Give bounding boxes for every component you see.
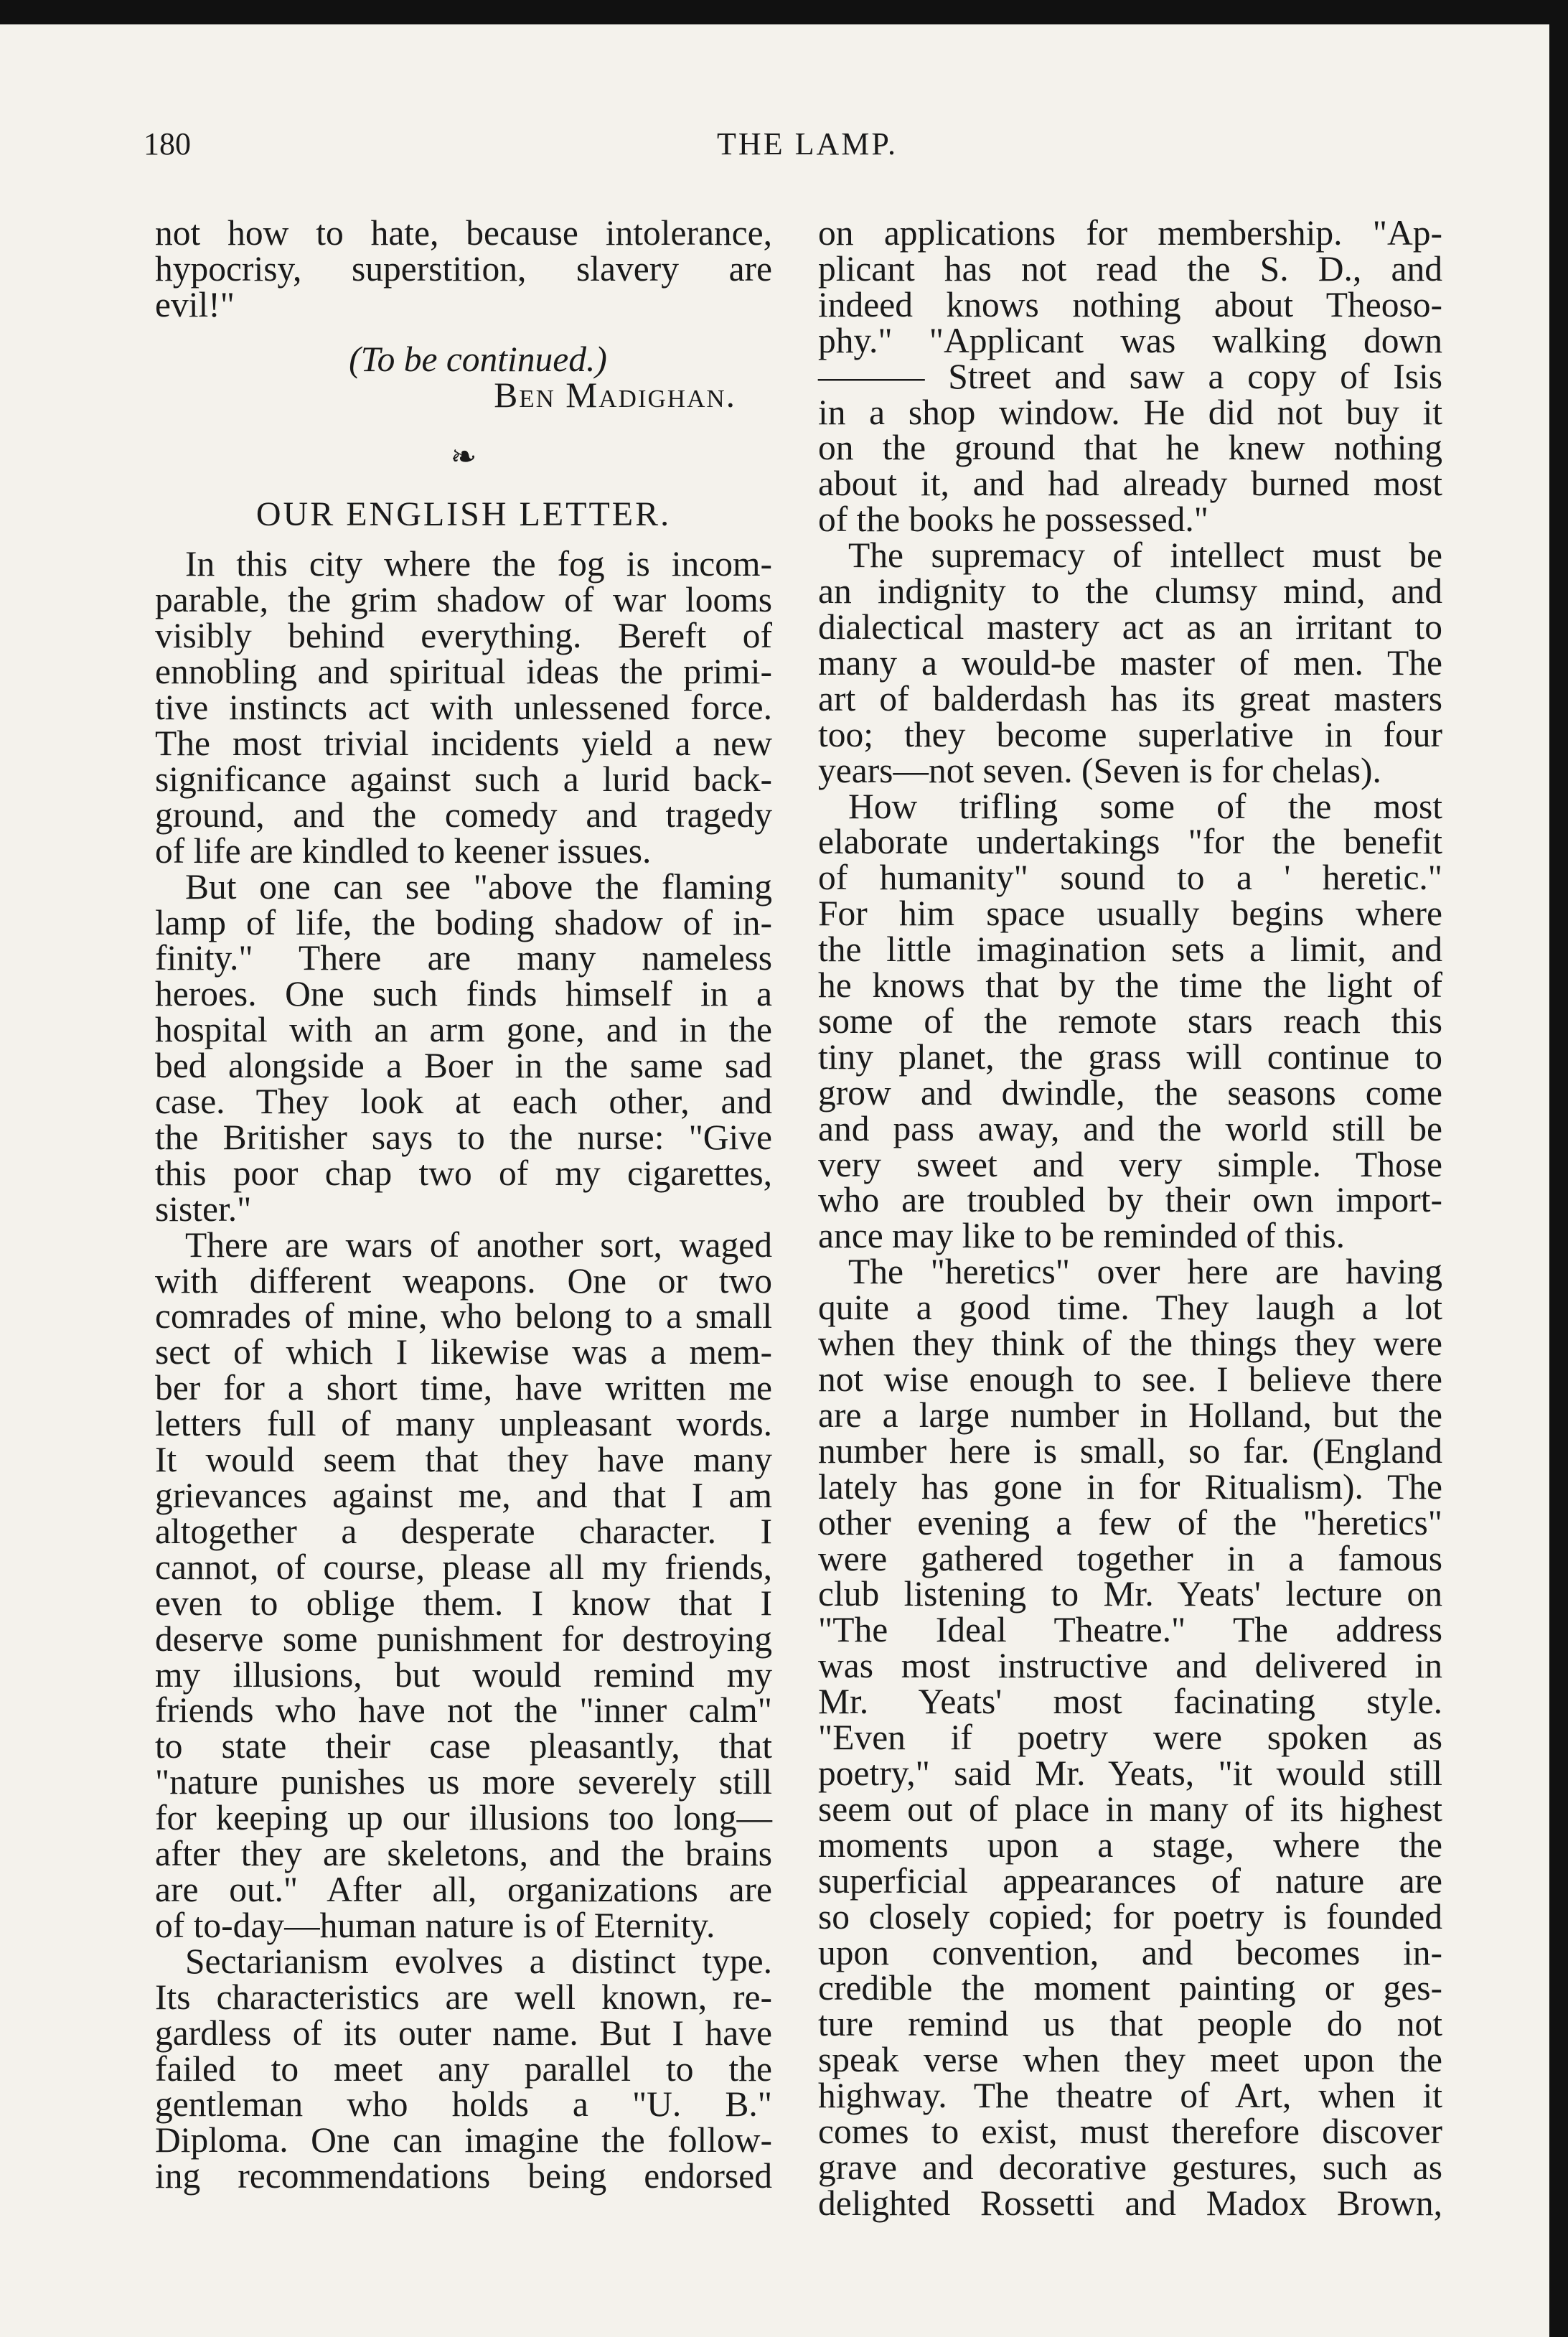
text-line: plicant has not read the S. D., and bbox=[818, 248, 1442, 289]
text-line: poetry," said Mr. Yeats, "it would still bbox=[818, 1753, 1442, 1793]
text-line: ture remind us that people do not bbox=[818, 2004, 1442, 2044]
text-line: grow and dwindle, the seasons come bbox=[818, 1072, 1442, 1113]
text-line: grave and decorative gestures, such as bbox=[818, 2147, 1442, 2187]
text-line: years—not seven. (Seven is for chelas). bbox=[818, 750, 1381, 790]
text-line: altogether a desperate character. I bbox=[155, 1511, 772, 1551]
text-line: The most trivial incidents yield a new bbox=[155, 723, 772, 763]
text-line: an indignity to the clumsy mind, and bbox=[818, 571, 1442, 612]
text-line: highway. The theatre of Art, when it bbox=[818, 2076, 1442, 2116]
text-line: gentleman who holds a "U. B." bbox=[155, 2084, 772, 2125]
text-line: when they think of the things they were bbox=[818, 1324, 1442, 1364]
text-line: In this city where the fog is incom- bbox=[185, 544, 772, 584]
text-line: and pass away, and the world still be bbox=[818, 1108, 1442, 1148]
text-line: even to oblige them. I know that I bbox=[155, 1583, 772, 1623]
running-title: THE LAMP. bbox=[717, 126, 898, 161]
text-line: so closely copied; for poetry is founded bbox=[818, 1896, 1442, 1936]
text-line: on the ground that he knew nothing bbox=[818, 428, 1442, 468]
text-line: lately has gone in for Ritualism). The bbox=[818, 1466, 1442, 1507]
text-line: of to-day—human nature is of Eternity. bbox=[155, 1905, 715, 1945]
text-line: How trifling some of the most bbox=[848, 786, 1442, 826]
text-line: evil!" bbox=[155, 284, 235, 324]
text-line: parable, the grim shadow of war looms bbox=[155, 580, 772, 620]
page-number: 180 bbox=[144, 126, 191, 161]
page-header bbox=[144, 126, 1471, 176]
text-line: hypocrisy, superstition, slavery are bbox=[155, 248, 772, 289]
text-line: moments upon a stage, where the bbox=[818, 1825, 1442, 1865]
text-line: comrades of mine, who belong to a small bbox=[155, 1296, 772, 1336]
section-title: OUR ENGLISH LETTER. bbox=[255, 495, 672, 533]
text-line: heroes. One such finds himself in a bbox=[155, 974, 772, 1014]
text-line: The "heretics" over here are having bbox=[848, 1252, 1442, 1292]
text-line: who are troubled by their own import- bbox=[818, 1180, 1442, 1220]
text-line: tiny planet, the grass will continue to bbox=[818, 1036, 1442, 1077]
text-line: sect of which I likewise was a mem- bbox=[155, 1332, 772, 1372]
text-line: "nature punishes us more severely still bbox=[155, 1762, 772, 1802]
text-line: speak verse when they meet upon the bbox=[818, 2040, 1442, 2080]
text-line: There are wars of another sort, waged bbox=[185, 1224, 772, 1265]
text-line: ground, and the comedy and tragedy bbox=[155, 795, 772, 835]
text-line: For him space usually begins where bbox=[818, 894, 1442, 934]
text-line: he knows that by the time the light of bbox=[818, 965, 1442, 1006]
text-line: finity." There are many nameless bbox=[155, 938, 772, 978]
text-line: was most instructive and delivered in bbox=[818, 1646, 1442, 1686]
text-line: the Britisher says to the nurse: "Give bbox=[155, 1117, 772, 1157]
text-line: visibly behind everything. Bereft of bbox=[155, 616, 772, 656]
text-line: dialectical mastery act as an irritant to bbox=[818, 607, 1442, 647]
text-line: tive instincts act with unlessened force. bbox=[155, 688, 772, 728]
text-line: of the books he possessed." bbox=[818, 500, 1209, 540]
left-column bbox=[155, 215, 772, 2194]
text-line: grievances against me, and that I am bbox=[155, 1476, 772, 1515]
text-line: ennobling and spiritual ideas the primi- bbox=[155, 652, 772, 692]
text-line: Diploma. One can imagine the follow- bbox=[155, 2120, 772, 2160]
to-be-continued: (To be continued.) bbox=[349, 339, 607, 379]
text-line: after they are skeletons, and the brains bbox=[155, 1834, 772, 1874]
text-line: of life are kindled to keener issues. bbox=[155, 830, 652, 871]
text-line: about it, and had already burned most bbox=[818, 464, 1442, 504]
text-line: It would seem that they have many bbox=[155, 1440, 772, 1480]
fleuron-ornament: ❧ bbox=[450, 439, 477, 474]
text-line: Its characteristics are well known, re- bbox=[155, 1977, 772, 2017]
text-line: hospital with an arm gone, and in the bbox=[155, 1010, 772, 1050]
text-line: many a would-be master of men. The bbox=[818, 642, 1442, 683]
text-line: seem out of place in many of its highest bbox=[818, 1789, 1442, 1829]
text-line: for keeping up our illusions too long— bbox=[155, 1798, 772, 1838]
author-signature: Ben Madighan. bbox=[494, 375, 736, 415]
text-line: ber for a short time, have written me bbox=[155, 1368, 772, 1408]
text-line: Mr. Yeats' most facinating style. bbox=[818, 1682, 1442, 1722]
text-line: sister." bbox=[155, 1189, 252, 1229]
text-line: Sectarianism evolves a distinct type. bbox=[185, 1941, 772, 1981]
text-line: "The Ideal Theatre." The address bbox=[818, 1610, 1442, 1650]
text-line: are out." After all, organizations are bbox=[155, 1869, 772, 1909]
text-line: ——— Street and saw a copy of Isis bbox=[818, 356, 1442, 396]
text-line: deserve some punishment for destroying bbox=[155, 1619, 772, 1659]
text-line: elaborate undertakings "for the benefit bbox=[818, 822, 1442, 862]
text-line: significance against such a lurid back- bbox=[155, 759, 772, 799]
text-line: cannot, of course, please all my friends, bbox=[155, 1547, 772, 1587]
text-line: The supremacy of intellect must be bbox=[848, 535, 1442, 576]
text-line: to state their case pleasantly, that bbox=[155, 1726, 772, 1766]
text-line: But one can see "above the flaming bbox=[185, 866, 772, 907]
text-line: are a large number in Holland, but the bbox=[818, 1395, 1442, 1435]
text-line: ing recommendations being endorsed bbox=[155, 2156, 772, 2196]
text-line: upon convention, and becomes in- bbox=[818, 1932, 1442, 1972]
text-line: letters full of many unpleasant words. bbox=[155, 1404, 772, 1444]
text-line: were gathered together in a famous bbox=[818, 1538, 1442, 1578]
text-line: lamp of life, the boding shadow of in- bbox=[155, 902, 772, 942]
text-line: art of balderdash has its great masters bbox=[818, 678, 1442, 718]
text-line: the little imagination sets a limit, and bbox=[818, 929, 1442, 970]
text-line: some of the remote stars reach this bbox=[818, 1001, 1442, 1041]
text-line: other evening a few of the "heretics" bbox=[818, 1502, 1442, 1542]
text-line: bed alongside a Boer in the same sad bbox=[155, 1046, 772, 1086]
text-line: this poor chap two of my cigarettes, bbox=[155, 1153, 772, 1193]
text-line: delighted Rossetti and Madox Brown, bbox=[818, 2183, 1442, 2223]
text-line: superficial appearances of nature are bbox=[818, 1860, 1442, 1901]
text-line: comes to exist, must therefore discover bbox=[818, 2112, 1442, 2152]
text-line: very sweet and very simple. Those bbox=[818, 1144, 1442, 1184]
text-line: ance may like to be reminded of this. bbox=[818, 1216, 1346, 1256]
text-line: club listening to Mr. Yeats' lecture on bbox=[818, 1574, 1442, 1614]
text-line: indeed knows nothing about Theoso- bbox=[818, 284, 1442, 324]
text-line: quite a good time. They laugh a lot bbox=[818, 1288, 1442, 1328]
text-line: gardless of its outer name. But I have bbox=[155, 2013, 772, 2053]
text-line: "Even if poetry were spoken as bbox=[818, 1718, 1442, 1758]
right-border bbox=[1549, 0, 1568, 2337]
text-line: not how to hate, because intolerance, bbox=[155, 213, 772, 253]
text-line: on applications for membership. "Ap- bbox=[818, 213, 1442, 253]
text-line: credible the moment painting or ges- bbox=[818, 1968, 1442, 2008]
text-line: of humanity" sound to a ' heretic." bbox=[818, 858, 1442, 898]
right-column bbox=[818, 215, 1442, 2221]
text-line: phy." "Applicant was walking down bbox=[818, 320, 1442, 360]
text-line: failed to meet any parallel to the bbox=[155, 2048, 772, 2089]
text-line: friends who have not the "inner calm" bbox=[155, 1690, 772, 1730]
text-line: case. They look at each other, and bbox=[155, 1082, 772, 1122]
top-border bbox=[0, 0, 1568, 24]
text-line: my illusions, but would remind my bbox=[155, 1654, 772, 1695]
text-line: with different weapons. One or two bbox=[155, 1260, 772, 1301]
text-line: in a shop window. He did not buy it bbox=[818, 392, 1442, 432]
text-line: number here is small, so far. (England bbox=[818, 1430, 1442, 1471]
text-line: not wise enough to see. I believe there bbox=[818, 1359, 1442, 1399]
text-line: too; they become superlative in four bbox=[818, 714, 1442, 754]
